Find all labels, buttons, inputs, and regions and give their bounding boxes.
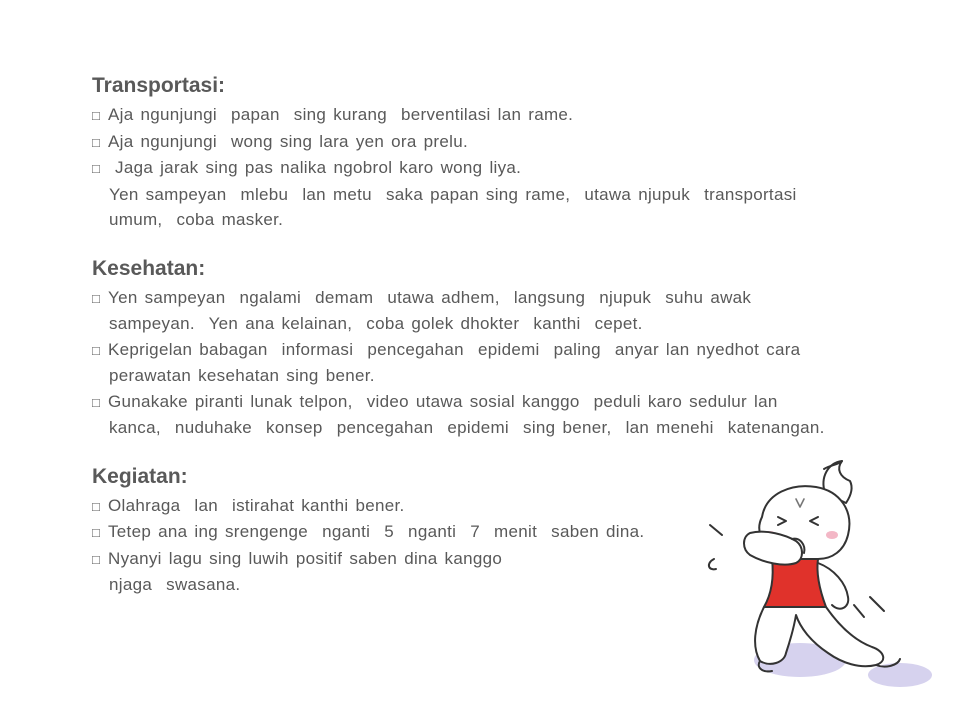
cough-line (709, 559, 716, 569)
red-vest (764, 559, 826, 613)
list-item (92, 129, 902, 156)
item-text-continued: perawatan kesehatan sing bener. (109, 366, 375, 385)
item-text-continued: njaga swasana. (109, 575, 241, 594)
item-text: Jaga jarak sing pas nalika ngobrol karo wong liya. (108, 158, 522, 177)
list-item (92, 155, 902, 233)
checkbox-bullet-icon: □ (92, 551, 101, 567)
cough-line (854, 605, 864, 617)
item-text-continued: kanca, nuduhake konsep pencegahan epidemi sing bener, lan menehi katenangan. (109, 418, 825, 437)
checkbox-bullet-icon: □ (92, 525, 101, 540)
checkbox-bullet-icon: □ (92, 394, 101, 410)
checkbox-bullet-icon: □ (92, 134, 101, 150)
section-title: Kegiatan: (92, 464, 188, 488)
cartoon-child-coughing-illustration (700, 455, 940, 700)
section-transportasi (92, 70, 902, 233)
item-text-continued: Yen sampeyan mlebu lan metu saka papan sing rame, utawa njupuk transportasi (109, 184, 797, 204)
item-text: Nyanyi lagu sing luwih positif saben dina kanggo (108, 548, 503, 568)
list-item (92, 285, 902, 337)
item-text-continued: sampeyan. Yen ana kelainan, coba golek dhokter kanthi cepet. (109, 314, 643, 333)
cough-line (710, 525, 722, 535)
checkbox-bullet-icon: □ (92, 108, 101, 123)
list-item (92, 389, 902, 441)
section-kesehatan (92, 253, 902, 441)
item-text: Aja ngunjungi papan sing kurang berventilasi lan rame. (108, 105, 574, 124)
item-text: Keprigelan babagan informasi pencegahan epidemi paling anyar lan nyedhot cara (108, 339, 801, 359)
section-title: Kesehatan: (92, 256, 206, 280)
checkbox-bullet-icon: □ (92, 161, 101, 176)
item-text: Yen sampeyan ngalami demam utawa adhem, langsung njupuk suhu awak (108, 287, 752, 307)
list-item (92, 102, 902, 129)
cough-line (870, 597, 884, 611)
item-text: Olahraga lan istirahat kanthi bener. (108, 495, 405, 515)
item-text: Tetep ana ing srengenge nganti 5 nganti 7 menit saben dina. (108, 522, 645, 541)
checkbox-bullet-icon: □ (92, 290, 101, 306)
checkbox-bullet-icon: □ (92, 342, 101, 358)
checkbox-bullet-icon: □ (92, 498, 101, 514)
item-text: Gunakake piranti lunak telpon, video utawa sosial kanggo peduli karo sedulur lan (108, 391, 778, 411)
item-text: Aja ngunjungi wong sing lara yen ora prelu. (108, 131, 468, 151)
list-item (92, 337, 902, 389)
item-text-continued: umum, coba masker. (109, 210, 284, 229)
section-title: Transportasi: (92, 74, 226, 97)
